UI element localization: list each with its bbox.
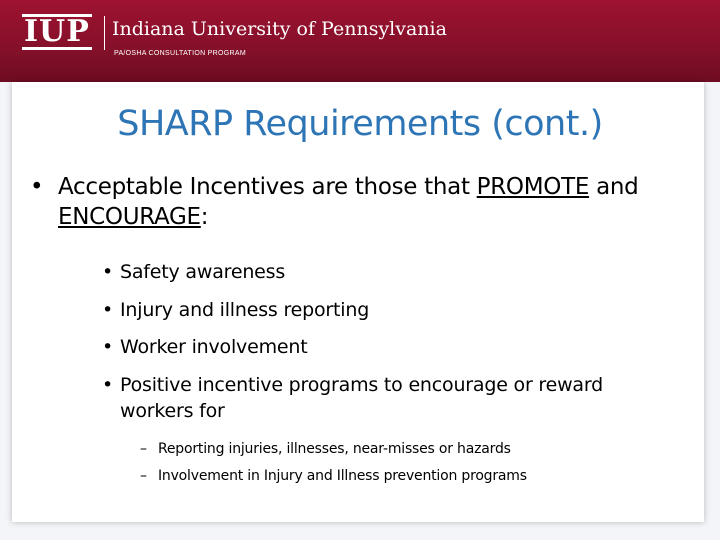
sub-bullet-item bbox=[102, 259, 682, 285]
sub-bullet-text: Injury and illness reporting bbox=[120, 299, 370, 321]
program-name: PA/OSHA CONSULTATION PROGRAM bbox=[114, 50, 246, 57]
logo-divider bbox=[104, 16, 105, 50]
bullet-marker: • bbox=[102, 261, 114, 283]
sub-bullet-item bbox=[102, 297, 682, 323]
sub-bullet-text: Safety awareness bbox=[120, 261, 286, 283]
sub-sub-bullet-text: Involvement in Injury and Illness prevention programs bbox=[158, 468, 527, 484]
main-bullet-text-after: : bbox=[200, 204, 209, 230]
main-bullet bbox=[30, 172, 690, 232]
main-bullet-text bbox=[58, 172, 690, 232]
sub-sub-bullet-item bbox=[140, 440, 700, 458]
iup-logo: IUP bbox=[24, 14, 90, 49]
header-banner bbox=[0, 0, 720, 82]
bullet-marker: • bbox=[102, 374, 114, 396]
slide-title: SHARP Requirements (cont.) bbox=[117, 104, 603, 144]
dash-marker: – bbox=[140, 441, 147, 457]
bullet-marker: • bbox=[102, 336, 114, 358]
main-bullet-text-before: Acceptable Incentives are those that bbox=[58, 174, 477, 200]
sub-bullet-item bbox=[102, 372, 642, 424]
main-bullet-text-middle: and bbox=[589, 174, 639, 200]
sub-sub-bullet-text: Reporting injuries, illnesses, near-misses or hazards bbox=[158, 441, 511, 457]
sub-bullet-item bbox=[102, 334, 682, 360]
sub-bullet-text: Worker involvement bbox=[120, 336, 308, 358]
bullet-marker: • bbox=[30, 174, 44, 200]
sub-bullet-text: Positive incentive programs to encourage or reward workers for bbox=[120, 374, 604, 422]
emphasis-promote: PROMOTE bbox=[476, 174, 590, 200]
university-name: Indiana University of Pennsylvania bbox=[112, 18, 447, 40]
emphasis-encourage: ENCOURAGE bbox=[58, 204, 201, 230]
dash-marker: – bbox=[140, 468, 147, 484]
bullet-marker: • bbox=[102, 299, 114, 321]
sub-sub-bullet-item bbox=[140, 467, 700, 485]
